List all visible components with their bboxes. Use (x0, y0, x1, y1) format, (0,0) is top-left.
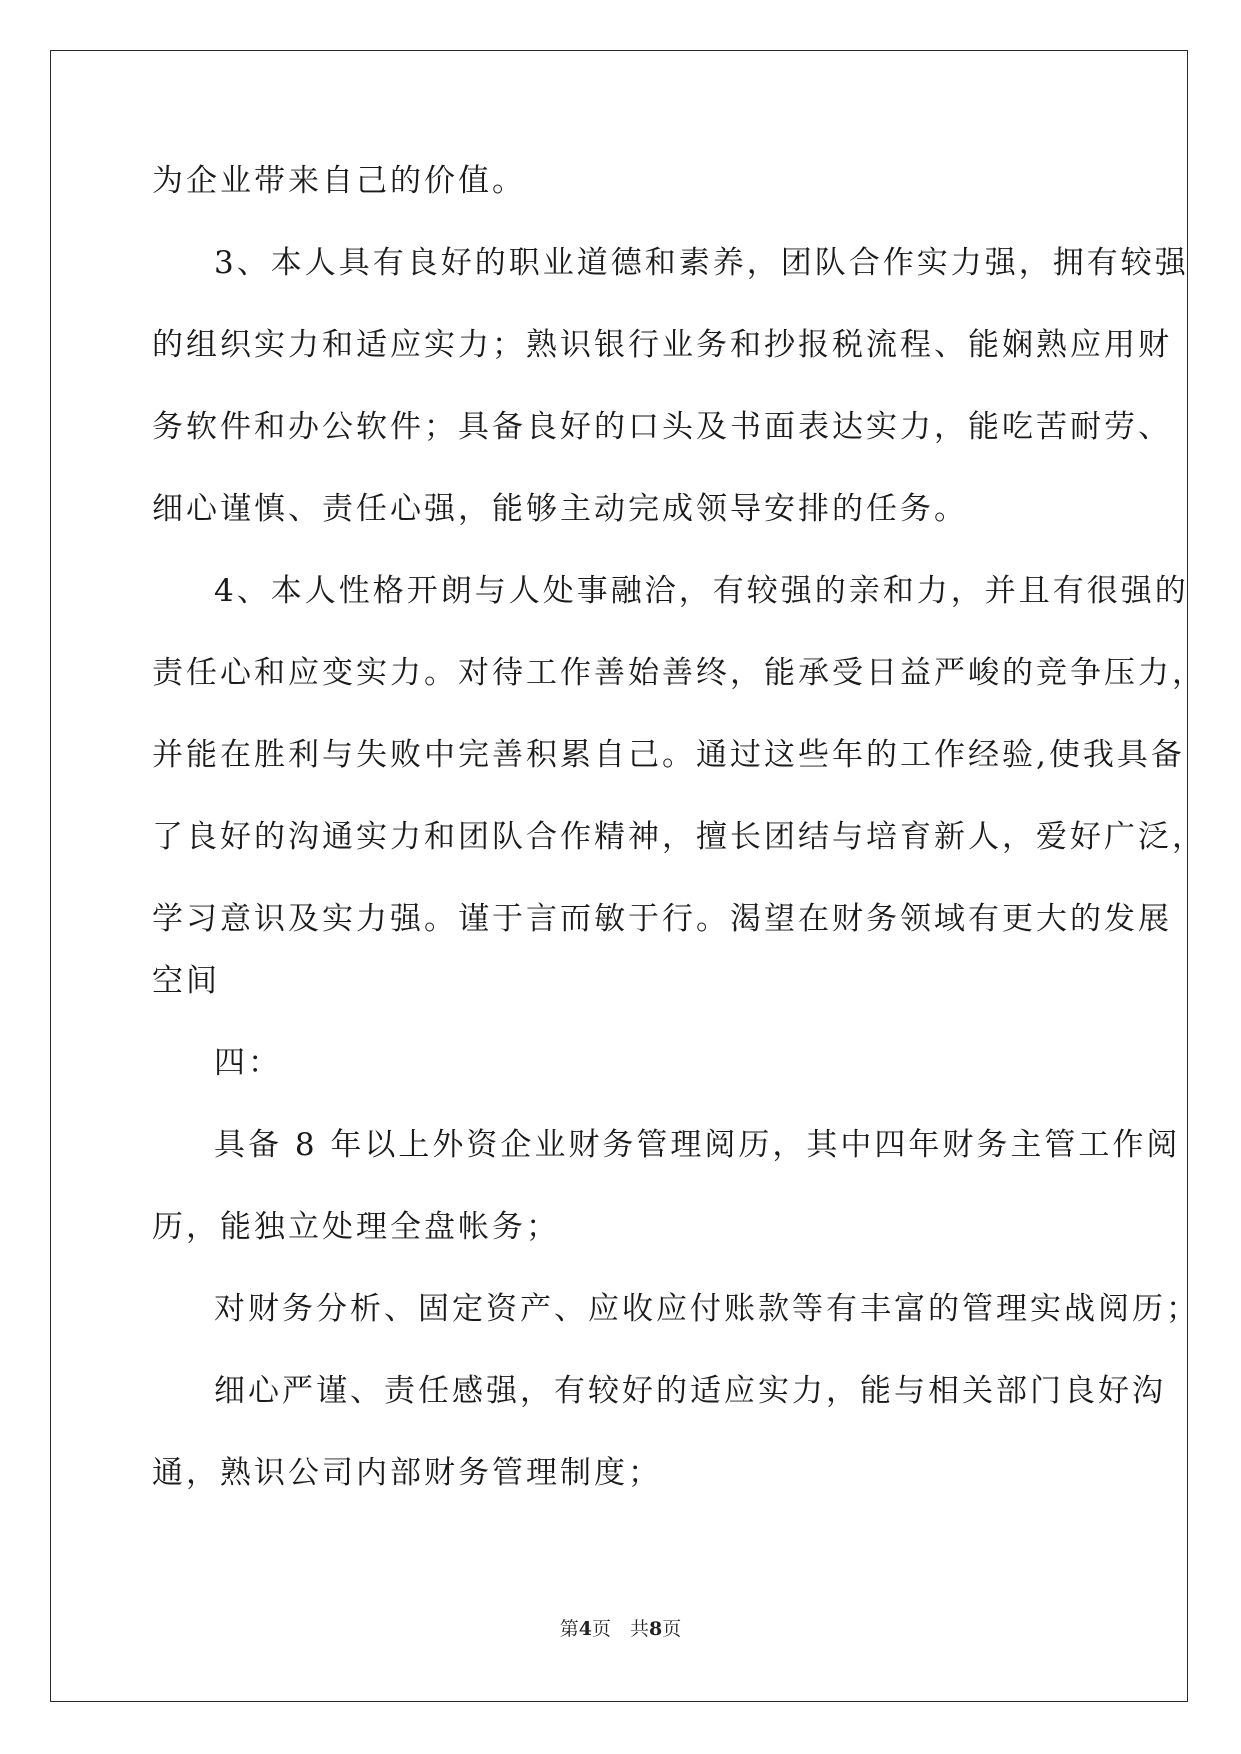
footer-prefix: 第 (559, 1618, 579, 1640)
paragraph-line: 4、本人性格开朗与人处事融洽，有较强的亲和力，并且有很强的 (214, 573, 1189, 609)
paragraph-line: 务软件和办公软件；具备良好的口头及书面表达实力，能吃苦耐劳、 (152, 409, 1172, 445)
paragraph-line: 责任心和应变实力。对待工作善始善终，能承受日益严峻的竞争压力， (152, 655, 1206, 691)
footer-suffix: 页 (662, 1618, 682, 1640)
paragraph-line: 的组织实力和适应实力；熟识银行业务和抄报税流程、能娴熟应用财 (152, 327, 1172, 363)
section-heading: 四： (214, 1045, 282, 1081)
paragraph-line: 对财务分析、固定资产、应收应付账款等有丰富的管理实战阅历； (214, 1291, 1200, 1327)
paragraph-line: 具备 8 年以上外资企业财务管理阅历，其中四年财务主管工作阅 (214, 1127, 1181, 1163)
paragraph-line: 并能在胜利与失败中完善积累自己。通过这些年的工作经验,使我具备 (152, 737, 1185, 773)
paragraph-line: 了良好的沟通实力和团队合作精神，擅长团结与培育新人，爱好广泛， (152, 819, 1206, 855)
paragraph-line: 通，熟识公司内部财务管理制度； (152, 1455, 662, 1491)
page-footer (0, 1614, 1241, 1641)
paragraph-line: 细心严谨、责任感强，有较好的适应实力，能与相关部门良好沟 (214, 1373, 1166, 1409)
document-body (152, 163, 1206, 1539)
footer-middle: 页 共 (591, 1618, 649, 1640)
paragraph-line: 空间 (152, 963, 220, 999)
total-pages-number: 8 (649, 1618, 663, 1640)
paragraph-line: 细心谨慎、责任心强，能够主动完成领导安排的任务。 (152, 491, 968, 527)
paragraph-line: 为企业带来自己的价值。 (152, 163, 526, 199)
paragraph-line: 历，能独立处理全盘帐务； (152, 1209, 560, 1245)
paragraph-line: 3、本人具有良好的职业道德和素养，团队合作实力强，拥有较强 (214, 245, 1189, 281)
current-page-number: 4 (578, 1618, 592, 1640)
paragraph-line: 学习意识及实力强。谨于言而敏于行。渴望在财务领域有更大的发展 (152, 901, 1172, 937)
